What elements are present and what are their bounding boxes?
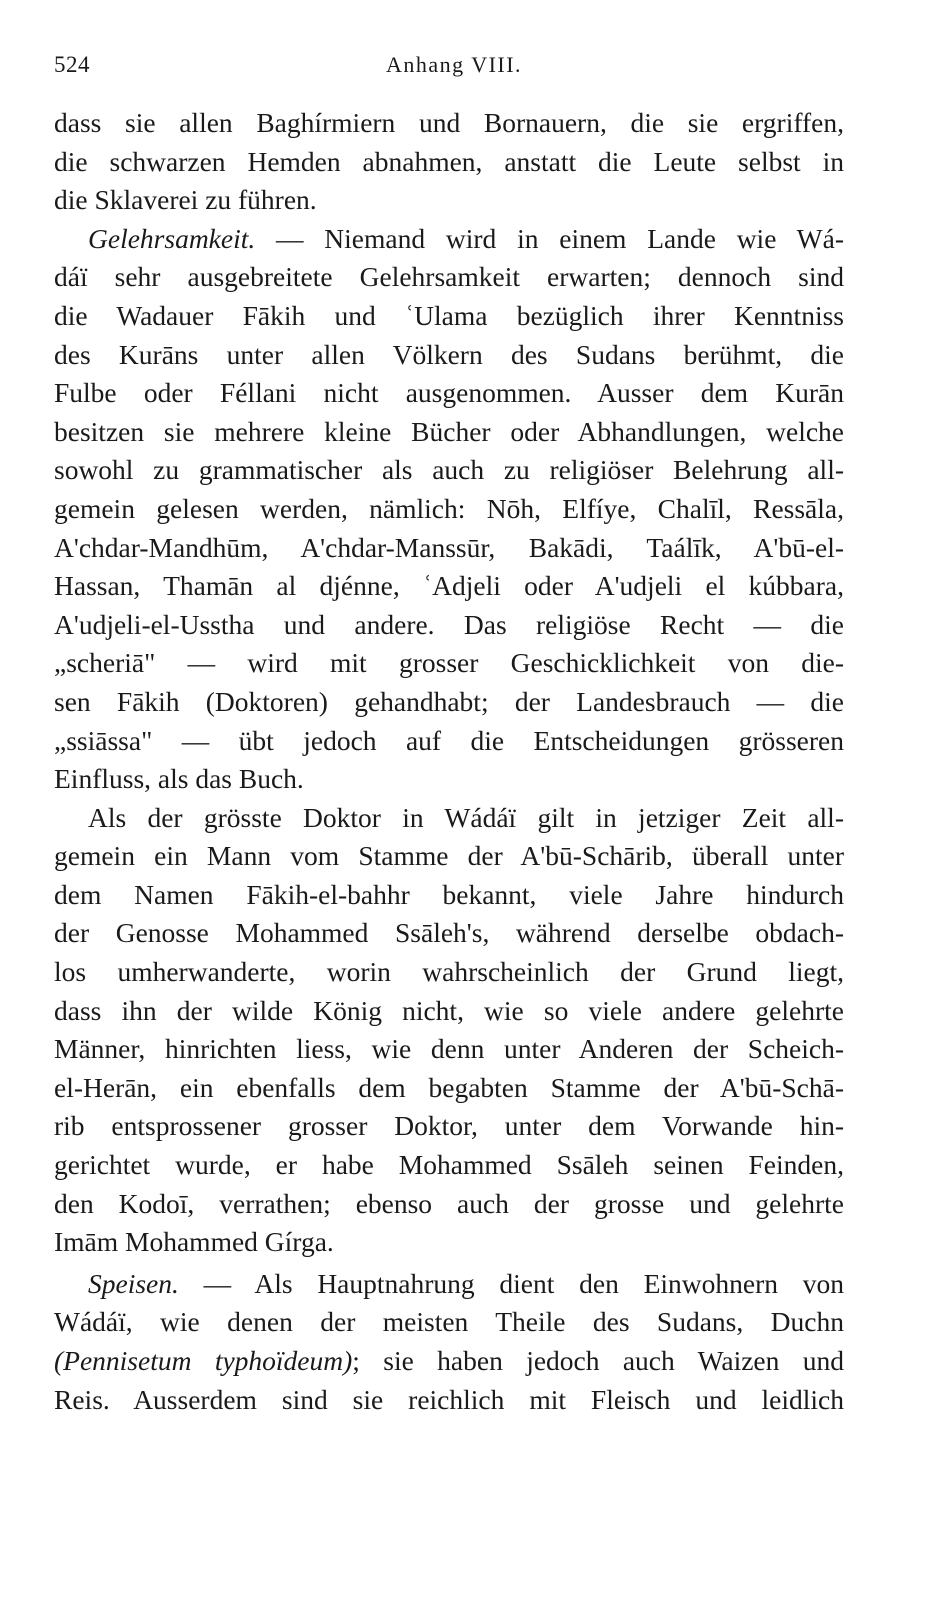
text-line-rest: — Als Hauptnahrung dient den Einwohnern von <box>178 1267 844 1299</box>
text-line: den Kodoī, verrathen; ebenso auch der grosse und gelehrte <box>54 1187 844 1219</box>
text-line: Wádáï, wie denen der meisten Theile des Sudans, Duchn <box>54 1306 844 1338</box>
text-line: „ssiāssa" — übt jedoch auf die Entscheidungen grösseren <box>54 724 844 756</box>
text-line: gemein gelesen werden, nämlich: Nōh, Elfíye, Chalīl, Ressāla, <box>54 492 844 524</box>
page-number: 524 <box>54 52 90 77</box>
text-line: Fulbe oder Féllani nicht ausgenommen. Ausser dem Kurān <box>54 377 844 409</box>
text-line <box>54 1342 844 1381</box>
text-line: besitzen sie mehrere kleine Bücher oder Abhandlungen, welche <box>54 415 844 447</box>
text-line: A'udjeli-el-Ussthа und andere. Das religiöse Recht — die <box>54 608 844 640</box>
text-line: die Sklaverei zu führen. <box>54 184 317 216</box>
text-line-rest: ; sie haben jedoch auch Waizen und <box>352 1345 844 1376</box>
text-line: dem Namen Fākih-el-bahhr bekannt, viele Jahre hindurch <box>54 878 844 910</box>
text-line: Hassan, Thamān al djénne, ʿAdjeli oder A'udjeli el kúbbara, <box>54 570 844 602</box>
body-text <box>54 104 844 1419</box>
text-line: Imām Mohammed Gírga. <box>54 1226 334 1258</box>
text-line: dass ihn der wilde König nicht, wie so viele andere gelehrte <box>54 994 844 1026</box>
text-line: Einfluss, als das Buch. <box>54 763 304 795</box>
text-line: die Wadauer Fākih und ʿUlama bezüglich ihrer Kenntniss <box>54 299 844 331</box>
text-line: die schwarzen Hemden abnahmen, anstatt die Leute selbst in <box>54 145 844 177</box>
text-line: Männer, hinrichten liess, wie denn unter Anderen der Scheich- <box>54 1033 844 1065</box>
text-line: „scheriā" — wird mit grosser Geschicklichkeit von die- <box>54 647 844 679</box>
text-line-rest: — Niemand wird in einem Lande wie Wá- <box>255 222 844 254</box>
text-line: los umherwanderte, worin wahrscheinlich der Grund liegt, <box>54 956 844 988</box>
text-line: Reis. Ausserdem sind sie reichlich mit Fleisch und leidlich <box>54 1383 844 1415</box>
section-heading-gelehrsamkeit: Gelehrsamkeit. <box>88 222 256 254</box>
section-heading-line <box>54 220 844 259</box>
text-line: der Genosse Mohammed Ssāleh's, während derselbe obdach- <box>54 917 844 949</box>
text-line: gerichtet wurde, er habe Mohammed Ssāleh seinen Feinden, <box>54 1149 844 1181</box>
text-line: el-Herān, ein ebenfalls dem begabten Stamme der A'bū-Schā- <box>54 1071 844 1103</box>
section-heading-speisen: Speisen. <box>88 1267 179 1299</box>
botanical-name: (Pennisetum typhoïdeum) <box>54 1345 353 1376</box>
section-heading-line <box>54 1265 844 1304</box>
text-line: gemein ein Mann vom Stamme der A'bū-Schārib, überall unter <box>54 840 844 872</box>
text-line: rib entsprossener grosser Doktor, unter dem Vorwande hin- <box>54 1110 844 1142</box>
running-title: Anhang VIII. <box>385 52 523 77</box>
page-header <box>54 52 854 92</box>
text-line: A'chdar-Mandhūm, A'chdar-Manssūr, Bakādi, Taálīk, A'bū-el- <box>54 531 844 563</box>
text-line: sowohl zu grammatischer als auch zu religiöser Belehrung all- <box>54 454 844 486</box>
text-line: Als der grösste Doktor in Wádáï gilt in jetziger Zeit all- <box>88 801 844 833</box>
text-line: sen Fākih (Doktoren) gehandhabt; der Landesbrauch — die <box>54 685 844 717</box>
text-line: des Kurāns unter allen Völkern des Sudans berühmt, die <box>54 338 844 370</box>
text-line: dass sie allen Baghírmiern und Bornauern, die sie ergriffen, <box>54 107 844 138</box>
text-line: dáï sehr ausgebreitete Gelehrsamkeit erwarten; dennoch sind <box>54 261 844 293</box>
